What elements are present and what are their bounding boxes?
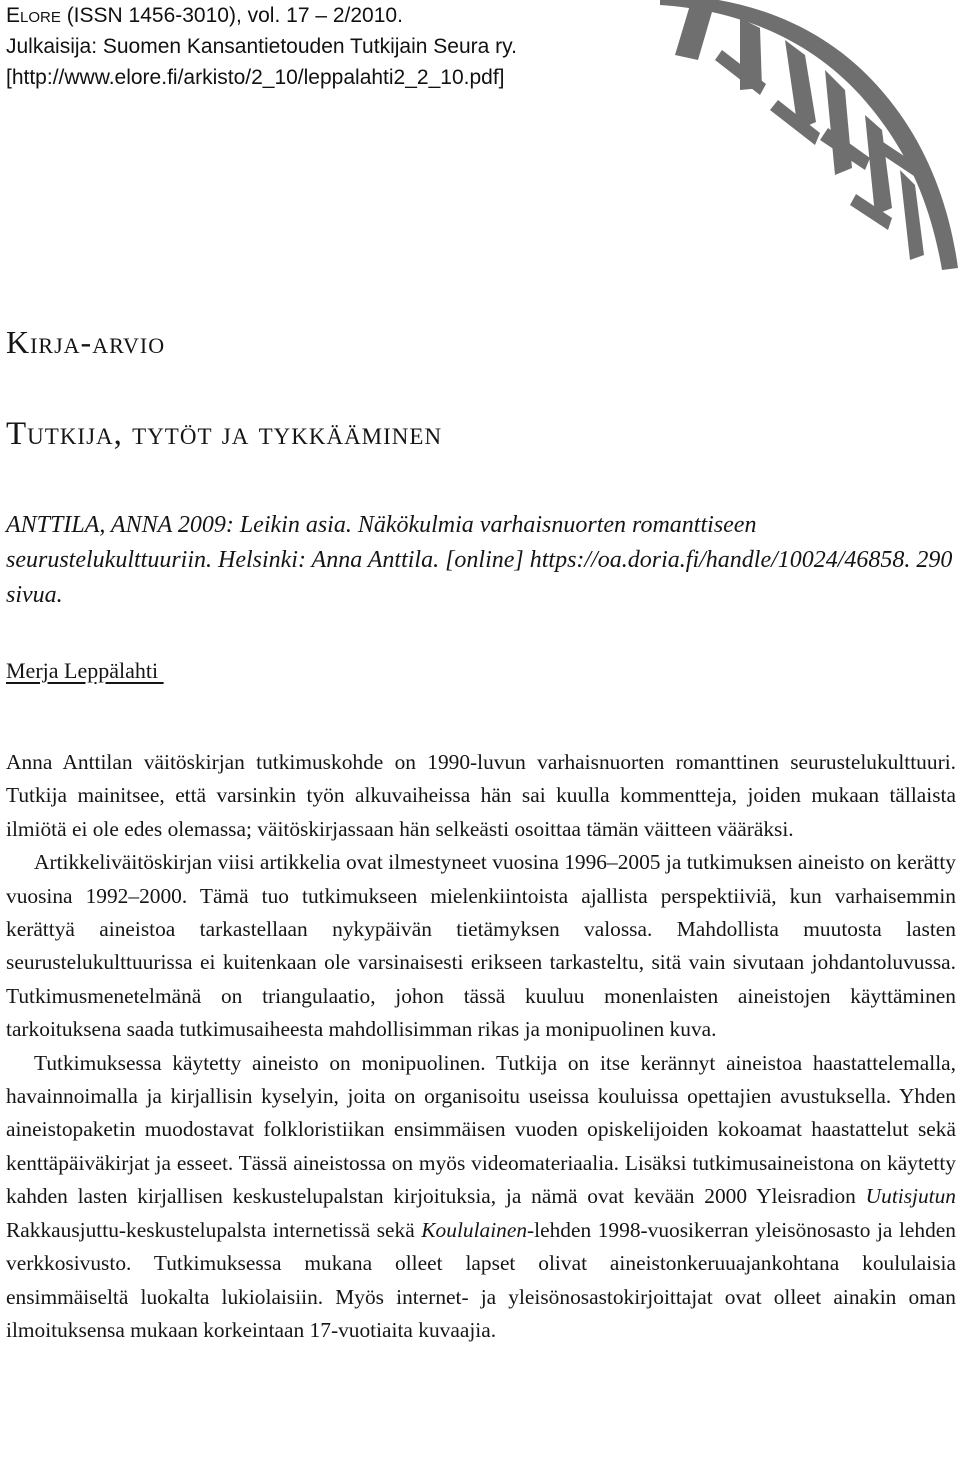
paragraph-3-text-c: -lehden 1998-vuosikerran yleisönosasto ja lehden verkkosivusto. Tutkimuksessa mukana olleet lapset olivat aineistonkeruuajankohtana koululaisia ensimmäiseltä luokalta lukiolaisiin. Myös internet- ja yleisönosastokirjoittajat ovat olleet ainakin oman ilmoituksensa mukaan korkeintaan 17-vuotiaita kuvaajia. — [6, 1217, 956, 1342]
paragraph-3-text-b: Rakkausjuttu-keskustelupalsta internetissä sekä — [6, 1217, 422, 1242]
paragraph-3-text-a: Tutkimuksessa käytetty aineisto on monipuolinen. Tutkija on itse kerännyt aineistoa haastattelemalla, havainnoimalla ja kirjallisin kyselyin, joita on organisoitu useissa kouluissa opettajien avustuksella. Yhden aineistopaketin muodostavat folkloristiikan ensimmäisen vuoden opiskelijoiden kokoamat haastattelut sekä kenttäpäiväkirjat ja esseet. Tässä aineistossa on myös videomateriaalia. Lisäksi tutkimusaineistona on käytetty kahden lasten kirjallisen keskustelupalstan kirjoituksia, ja nämä ovat kevään 2000 Yleisradion — [6, 1050, 956, 1209]
paragraph-2: Artikkeliväitöskirjan viisi artikkelia ovat ilmestyneet vuosina 1996–2005 ja tutkimuksen aineisto on kerätty vuosina 1992–2000. Tämä tuo tutkimukseen mielenkiintoista ajallista perspektiiviä, kun varhaisemmin kerättyä aineistoa tarkastellaan nykypäivän tietämyksen valossa. Mahdollista muutosta lasten seurustelukulttuurissa ei kuitenkaan ole varsinaisesti erikseen tarkasteltu, sitä vain sivutaan johdantoluvussa. Tutkimusmenetelmänä on triangulaatio, johon tässä kuuluu monenlaisten aineistojen käyttäminen tarkoituksena saada tutkimusaiheesta mahdollisimman rikas ja monipuolinen kuva. — [6, 850, 956, 1042]
book-reference: ANTTILA, ANNA 2009: Leikin asia. Näkökulmia varhaisnuorten romanttiseen seurustelukulttuuriin. Helsinki: Anna Anttila. [online] https://oa.doria.fi/handle/10024/46858. 290 sivua. — [6, 512, 953, 608]
review-author: Merja Leppälahti — [6, 658, 164, 683]
publisher-line: Julkaisija: Suomen Kansantietouden Tutkijain Seura ry. — [6, 35, 517, 58]
italic-title-uutisjutun: Uutisjutun — [865, 1184, 956, 1209]
review-body — [6, 746, 956, 1347]
elore-antler-logo-icon — [620, 0, 960, 290]
journal-issn-line — [6, 0, 517, 31]
paragraph-3 — [6, 1047, 956, 1348]
journal-header — [6, 0, 517, 93]
journal-name: Elore — [6, 4, 61, 27]
section-label: Kirja-arvio — [6, 324, 166, 360]
italic-title-koululainen: Koululainen — [421, 1217, 528, 1242]
issn-text: (ISSN 1456-3010), vol. 17 – 2/2010. — [60, 4, 403, 27]
article-title: Tutkija, tytöt ja tykkääminen — [6, 416, 443, 452]
url-line[interactable]: [http://www.elore.fi/arkisto/2_10/leppalahti2_2_10.pdf] — [6, 66, 505, 89]
paragraph-1: Anna Anttilan väitöskirjan tutkimuskohde on 1990-luvun varhaisnuorten romanttinen seurustelukulttuuri. Tutkija mainitsee, että varsinkin työn alkuvaiheissa hän sai kuulla kommentteja, joiden mukaan tällaista ilmiötä ei ole edes olemassa; väitöskirjassaan hän selkeästi osoittaa tämän väitteen vääräksi. — [6, 750, 956, 841]
